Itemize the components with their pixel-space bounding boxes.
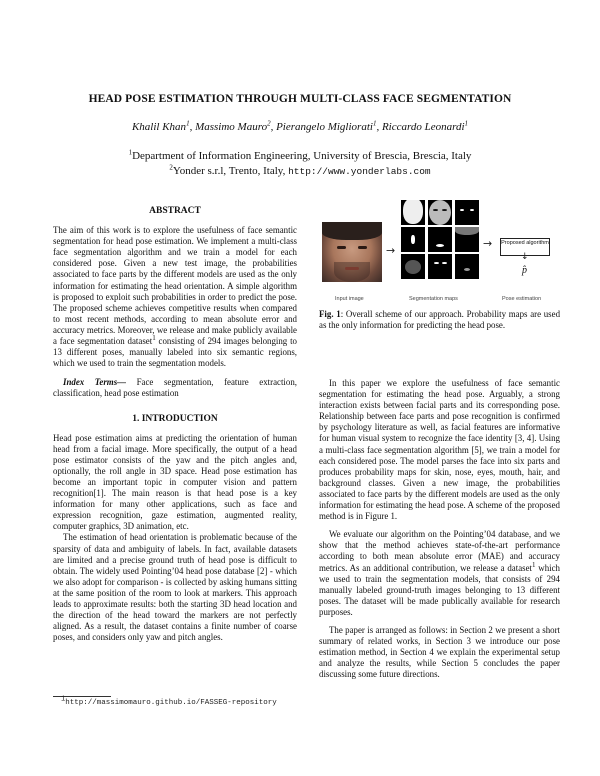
author-sup: 1 [186,119,190,128]
affiliation-2: $^2$Yonder s.r.l, Trento, Italy, http://www.yonderlabs.com [169,163,431,177]
intro-heading: 1. INTRODUCTION [132,413,218,424]
intro-paragraph-2: The estimation of head orientation is problematic because of the sparsity of data and ambiguity of labels. In fact, available datasets are limited and a precise ground truth of head pose is difficult to obtain. The widely used Pointing’04 head pose database [2] - which we also adopt for comparison - is collected by asking humans sitting at the same position of the room to look at markers. This approach leads to approximate results: both the starting 3D head location and the direction of the head toward the markers are not perfectly aligned. As a result, the dataset contains a finite number of coarse poses, and considers only yaw and pitch angles. [53,532,297,643]
right-paragraph-1: In this paper we explore the usefulness of face semantic segmentation for estimating the head pose. Arguably, a strong interaction exists between facial parts and its corresponding pose. Relationship between face parts and pose recognition is confirmed by psychology literature as well, as facial features are informative for human visual system to recognize the face identity [3, 4]. Using a multi-class face segmentation algorithm [5], we train a model for each considered pose. The model parses the face into six parts and produces probability maps for skin, nose, eyes, mouth, hair, and background classes. Given a new image, the probabilities associated to face parts by the different models are used as the only information for estimating the head pose. A scheme of the proposed method is in Figure 1. [319,378,560,522]
paper-title: HEAD POSE ESTIMATION THROUGH MULTI-CLASS FACE SEGMENTATION [88,93,512,105]
author-sup: 2 [267,119,271,128]
right-paragraph-3: The paper is arranged as follows: in Section 2 we present a short summary of related works, in Section 3 we introduce our pose estimation method, in Section 4 we explain the experimental setup and analyze the results, while Section 5 concludes the paper discussing some future directions. [319,624,560,680]
author-sup: 1 [372,119,377,128]
proposed-algorithm-box: Proposed algorithm [500,238,550,256]
abstract-section [53,206,297,643]
input-face-image [322,222,382,282]
right-paragraph-2: We evaluate our algorithm on the Pointing’04 database, and we show that the method achieves state-of-the-art performance according to both mean absolute error (MAE) and accuracy metrics. As an additional contribution, we release a dataset$^1$ which we used to train the segmentation models, that consists of 294 manually labeled ground-truth images belonging to 13 different poses. The dataset will be made publically available for research purposes. [319,529,560,617]
author-sup: 1 [464,119,469,128]
intro-right-column [319,378,560,680]
author-name: Khalil Khan [131,121,187,133]
probability-map [401,254,425,279]
probability-map [428,227,452,252]
affiliation-1: $^1$Department of Information Engineering, University of Brescia, Brescia, Italy [128,148,472,162]
figure-1-caption: Fig. 1: Overall scheme of our approach. Probability maps are used as the only information for predicting the head pose. [319,309,561,331]
figure-1 [319,200,560,304]
probability-map [455,227,479,252]
label-pose-estimation: Pose estimation [502,296,542,302]
abstract-text: The aim of this work is to explore the usefulness of face semantic segmentation for head pose estimation. We implement a multi-class face segmentation algorithm and we train a model for each considered pose. Given a new test image, the probabilities associated to face parts by the different models are used as the only information for estimating the head orientation. A simple algorithm is proposed to exploit such probabilities in order to predict the pose. The proposed scheme achieves competitive results when compared to most recent methods, according to mean absolute error and accuracy metrics. Moreover, we release and make publicly available a face segmentation dataset$^1$ consisting of 294 images belonging to 13 different poses, manually labeled into six semantic regions, which we used to train the segmentation models. [53,225,297,369]
arrow-right-icon: → [483,237,493,250]
probability-map [455,200,479,225]
arrow-right-icon: → [386,244,396,257]
author-list: Khalil Khan$^1$, Massimo Mauro$^2$, Pierangelo Migliorati$^1$, Riccardo Leonardi$^1$ [131,119,469,133]
abstract-heading: ABSTRACT [149,206,201,216]
index-terms: Index Terms— Face segmentation, feature extraction, classification, head pose estimation [53,377,297,399]
label-input-image: Input image [335,296,364,302]
author-name: Riccardo Leonardi [381,121,465,133]
probability-map [428,254,452,279]
probability-map [401,200,425,225]
author-name: Massimo Mauro [195,121,268,133]
footnote-url[interactable]: http://massimomauro.github.io/FASSEG-repository [65,699,277,707]
label-segmentation-maps: Segmentation maps [409,296,458,302]
probability-map [455,254,479,279]
probability-map [428,200,452,225]
probability-map [401,227,425,252]
pose-estimate-symbol: p̂ [522,265,527,276]
affiliation-url[interactable]: http://www.yonderlabs.com [288,166,431,177]
footnote: $^1$http://massimomauro.github.io/FASSEG-repository [61,695,277,707]
intro-paragraph-1: Head pose estimation aims at predicting the orientation of human head from a facial image. More specifically, the output of a head pose estimator consists of the yaw and the pitch angles and, optionally, the roll angle in 3D space. Head pose estimation has become an important topic in computer vision and pattern recognition[1]. The main reason is that head pose is a key information for many other applications, such as face and expression recognition, gaze estimation, augmented reality, computer graphics, 3D animation, etc. [53,432,297,532]
arrow-down-icon: ↓ [521,252,529,262]
author-name: Pierangelo Migliorati [276,121,373,133]
